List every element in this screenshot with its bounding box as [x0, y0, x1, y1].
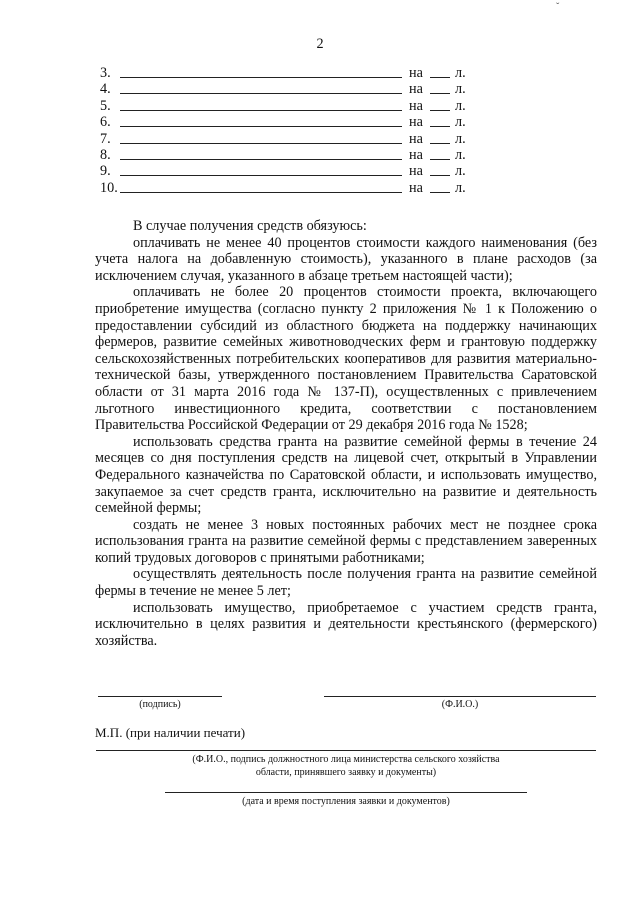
sheet-count-blank [430, 192, 450, 193]
official-line [96, 750, 596, 751]
sheets-label: л. [455, 163, 466, 180]
item-number: 7. [100, 130, 111, 147]
list-item [100, 163, 480, 179]
paragraph: оплачивать не более 20 процентов стоимости проекта, включающего приобретение имущества (согласно пункту 2 приложения № 1 к Положению о предоставлении субсидий из областного бюджета на поддержку начинающих фермеров, развитие семейных животноводческих ферм и грантовую поддержку сельскохозяйственных потребительских кооперативов для развития материально-технической базы, утвержденного постановлением Правительства Саратовской области от 31 марта 2016 года № 137-П), осуществленных с привлечением льготного инвестиционного кредита, соответствии с постановлением Правительства Российской Федерации от 29 декабря 2016 года № 1528; [95, 284, 597, 434]
official-caption [96, 753, 596, 779]
signature-caption: (подпись) [139, 699, 181, 710]
sheets-label: л. [455, 65, 466, 81]
list-item [100, 65, 480, 81]
na-label: на [409, 114, 423, 131]
list-item [100, 147, 480, 163]
sheet-count-blank [430, 126, 450, 127]
item-number: 6. [100, 114, 111, 131]
obligations-text [95, 218, 597, 649]
blank-line [120, 192, 402, 193]
na-label: на [409, 97, 423, 114]
sheets-label: л. [455, 146, 466, 163]
paragraph: оплачивать не менее 40 процентов стоимости каждого наименования (без учета налога на добавленную стоимость), указанного в плане расходов (за исключением случая, указанного в абзаце третьем настоящей части); [95, 234, 597, 284]
item-number: 5. [100, 97, 111, 114]
official-caption-line-1: (Ф.И.О., подпись должностного лица министерства сельского хозяйства [192, 754, 500, 765]
paragraph: создать не менее 3 новых постоянных рабочих мест не позднее срока использования гранта на развитие семейной фермы с представлением заверенных копий трудовых договоров с принятыми работниками; [95, 516, 597, 566]
blank-line [120, 126, 402, 127]
sheets-label: л. [455, 81, 466, 98]
list-item [100, 114, 480, 130]
blank-line [120, 110, 402, 111]
sheets-label: л. [455, 130, 466, 147]
date-caption: (дата и время поступления заявки и документов) [242, 796, 450, 807]
item-number: 4. [100, 81, 111, 98]
na-label: на [409, 130, 423, 147]
na-label: на [409, 65, 423, 81]
sheets-label: л. [455, 97, 466, 114]
list-item [100, 98, 480, 114]
sheets-label: л. [455, 114, 466, 131]
na-label: на [409, 81, 423, 98]
item-number: 3. [100, 65, 111, 81]
blank-line [120, 159, 402, 160]
sheet-count-blank [430, 159, 450, 160]
paragraph: использовать средства гранта на развитие семейной фермы в течение 24 месяцев со дня поступления средств на лицевой счет, открытый в Управлении Федерального казначейства по Саратовской области, и использовать имущество, закупаемое за счет средств гранта, исключительно на развитие и деятельность семейной фермы; [95, 433, 597, 517]
paragraph: осуществлять деятельность после получения гранта на развитие семейной фермы в течение не менее 5 лет; [95, 566, 597, 600]
sheet-count-blank [430, 110, 450, 111]
blank-line [120, 143, 402, 144]
stamp-note: М.П. (при наличии печати) [95, 725, 246, 740]
sheet-count-blank [430, 143, 450, 144]
signature-line [98, 696, 222, 697]
document-list [100, 65, 480, 196]
corner-mark: ˇ [556, 2, 560, 13]
blank-line [120, 77, 402, 78]
fio-caption: (Ф.И.О.) [441, 699, 479, 710]
obligations-intro: В случае получения средств обязуюсь: [133, 218, 367, 234]
item-number: 10. [100, 179, 118, 196]
list-item [100, 131, 480, 147]
page-number: 2 [316, 36, 324, 52]
na-label: на [409, 146, 423, 163]
na-label: на [409, 179, 423, 196]
sheet-count-blank [430, 93, 450, 94]
item-number: 9. [100, 163, 111, 180]
sheet-count-blank [430, 175, 450, 176]
fio-line [324, 696, 596, 697]
list-item [100, 180, 480, 196]
blank-line [120, 93, 402, 94]
official-caption-line-2: области, принявшего заявку и документы) [255, 767, 437, 778]
item-number: 8. [100, 146, 111, 163]
paragraph: использовать имущество, приобретаемое с участием средств гранта, исключительно в целях развития и деятельности крестьянского (фермерского) хозяйства. [95, 599, 597, 649]
blank-line [120, 175, 402, 176]
sheet-count-blank [430, 77, 450, 78]
na-label: на [409, 163, 423, 180]
list-item [100, 81, 480, 97]
date-line [165, 792, 527, 793]
sheets-label: л. [455, 179, 466, 196]
